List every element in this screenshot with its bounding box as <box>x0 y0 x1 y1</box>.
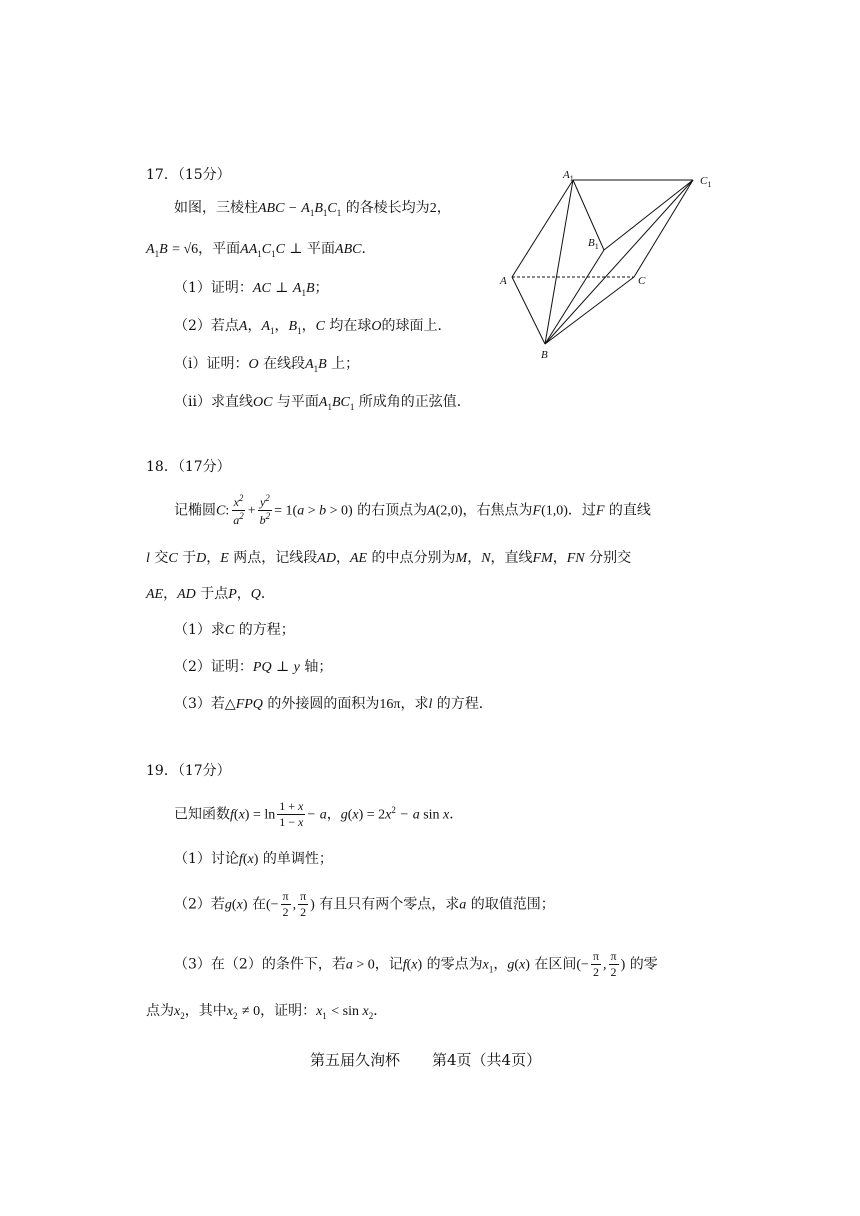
edge-c1-b <box>545 180 693 344</box>
q17-part2: （2）若点A，$A_1$，$B_1$，C 均在球O的球面上． <box>174 318 452 336</box>
label-b: B <box>541 349 548 361</box>
edge-b1-c1 <box>604 180 693 250</box>
q17-part2-ii: （ii）求直线OC 与平面$A_1BC_1$ 所成角的正弦值． <box>174 394 471 412</box>
label-b1: $B_1$ <box>588 237 599 251</box>
q17-header: 17．（15分） <box>146 167 231 183</box>
q17-line2: $A_1B = √6$，平面$AA_1C_1C$ ⊥ 平面ABC． <box>146 241 376 259</box>
edge-c1-c <box>634 180 693 277</box>
label-c: C <box>638 275 646 287</box>
q17-line1: 如图，三棱柱ABC − $A_1B_1C_1$ 的各棱长均为2， <box>174 200 451 218</box>
q19-header: 19．（17分） <box>146 763 231 779</box>
label-a: A <box>500 275 507 287</box>
edge-a-b <box>512 277 545 344</box>
footer-page: 第4页（共4页） <box>432 1051 542 1069</box>
q18-part1: （1）求C 的方程； <box>174 622 295 638</box>
q18-part3: （3）若△FPQ 的外接圆的面积为16π，求l 的方程． <box>174 696 493 712</box>
q19-part3: （3）在（2）的条件下，若a > 0，记f(x) 的零点为$x_1$，g(x) 在区间(− $\frac{\pi}{2}$ , $\frac{\pi}{2}$ ) 的零 <box>174 949 658 980</box>
q17-part2-i: （i）证明：O 在线段$A_1B$ 上； <box>174 356 360 374</box>
edge-b1-b <box>545 250 604 344</box>
q19-part3-cont: 点为$x_2$，其中$x_2 \ne 0$，证明：$x_1 < \sin x_2$． <box>146 1003 388 1021</box>
q17-part1: （1）证明：AC ⊥ $A_1B$； <box>174 280 329 298</box>
q18-header: 18．（17分） <box>146 459 231 475</box>
q19-part1: （1）讨论f(x) 的单调性； <box>174 851 333 867</box>
q18-line3: AE，AD 于点P，Q． <box>146 586 275 602</box>
q18-line2: l 交C 于D，E 两点，记线段AD，AE 的中点分别为M，N，直线FM，FN 分别交 <box>146 550 632 566</box>
footer-contest: 第五届久洵杯 <box>310 1051 401 1069</box>
edge-a1-a <box>512 180 573 277</box>
label-c1: $C_1$ <box>700 175 712 189</box>
q18-line1: 记椭圆C: $\frac{x^2}{a^2}$ + $\frac{y^2}{b^2}$ = 1(a > b > 0) 的右顶点为A(2,0)，右焦点为F(1,0)．过F 的直线 <box>174 493 651 528</box>
label-a1: $A_1$ <box>563 169 574 183</box>
edge-c-b <box>545 277 634 344</box>
q18-part2: （2）证明：PQ ⊥ y 轴； <box>174 659 333 675</box>
q19-part2: （2）若g(x) 在(− $\frac{\pi}{2}$ , $\frac{\pi}{2}$ ) 有且只有两个零点，求a 的取值范围； <box>174 889 555 920</box>
q19-line1: 已知函数f(x) = ln $\frac{1 + x}{1 - x}$ − a，$g(x) = 2x^2 - a$ sin x． <box>174 799 464 830</box>
edge-a1-b <box>545 180 573 344</box>
